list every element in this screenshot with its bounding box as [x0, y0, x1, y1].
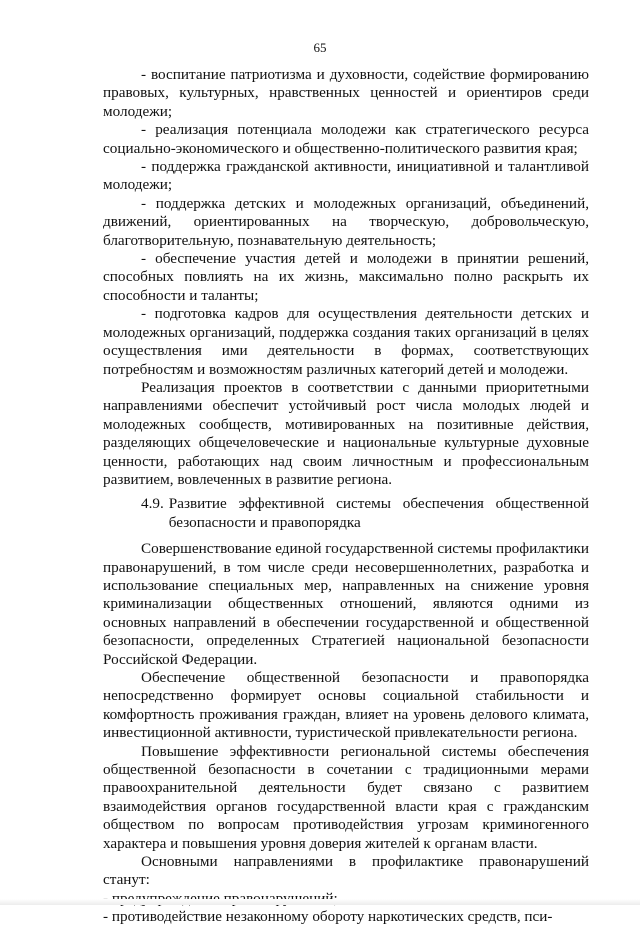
paragraph-project-implementation: Реализация проектов в соответствии с данными приоритетными направлениями обеспечит устойчивый рост числа молодых людей и молодежных сообществ, мотивированных на позитивные действия, разделяющих общечеловеческие и национальные культурные духовные ценности, работающих над своим личностным и профессиональным развитием, вовлеченных в развитие региона. — [103, 378, 589, 488]
section-heading — [103, 495, 589, 532]
paragraph-main-directions: Основными направлениями в профилактике правонарушений станут: — [103, 853, 589, 889]
page-number: 65 — [313, 40, 327, 55]
list-item-youth-potential: - реализация потенциала молодежи как стратегического ресурса социально-экономического и общественно-политического развития края; — [103, 121, 589, 157]
scan-edge — [0, 899, 640, 905]
list-item-staff-training: - подготовка кадров для осуществления деятельности детских и молодежных организаций, поддержка создания таких организаций в целях осуществления ими деятельности в формах, соответствующих потребностям и возможностям различных категорий детей и молодежи. — [103, 305, 589, 378]
list-item-youth-organizations: - поддержка детских и молодежных организаций, объединений, движений, ориентированных на творческую, добровольческую, благотворительную, познавательную деятельность; — [103, 194, 589, 249]
page-body — [103, 66, 589, 927]
paragraph-regional-efficiency: Повышение эффективности региональной системы обеспечения общественной безопасности в сочетании с традиционными мерами правоохранительной деятельности будет связано с развитием взаимодействия органов государственной власти края с гражданским обществом по вопросам противодействия угрозам криминогенного характера и повышения уровня доверия жителей к органам власти. — [103, 742, 589, 852]
list-item-drug-trafficking: - противодействие незаконному обороту наркотических средств, пси- — [103, 908, 553, 926]
paragraph-public-safety: Обеспечение общественной безопасности и правопорядка непосредственно формирует основы социальной стабильности и комфортность проживания граждан, влияет на уровень делового климата, инвестиционной активности, туристической привлекательности региона. — [103, 669, 589, 742]
section-title: Развитие эффективной системы обеспечения общественной безопасности и правопорядка — [168, 495, 589, 531]
list-item-civic-activity: - поддержка гражданской активности, инициативной и талантливой молодежи; — [103, 158, 589, 194]
section-number: 4.9. — [141, 495, 164, 513]
paragraph-prevention-system: Совершенствование единой государственной системы профилактики правонарушений, в том числе среди несовершеннолетних, разработка и использование специальных мер, направленных на снижение уровня криминализации общественных отношений, являются одними из основных направлений в обеспечении государственной и общественной безопасности, определенных Стратегией национальной безопасности Российской Федерации. — [103, 540, 589, 668]
list-item-patriotism: - воспитание патриотизма и духовности, содействие формированию правовых, культурных, нравственных ценностей и ориентиров среди молодежи; — [103, 66, 589, 120]
list-item-youth-participation: - обеспечение участия детей и молодежи в принятии решений, способных повлиять на их жизнь, максимально полно раскрыть их способности и таланты; — [103, 250, 589, 304]
